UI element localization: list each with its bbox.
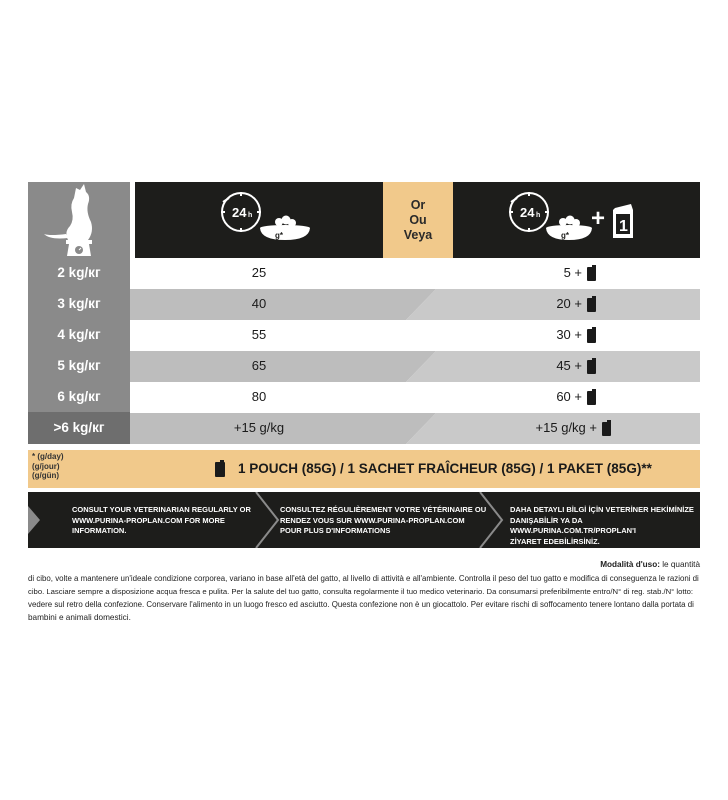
svg-text:+: + [591,205,606,232]
usage-heading-bold: Modalità d'uso: [600,560,660,569]
unit-tr: (g/gün) [32,471,60,480]
svg-text:1: 1 [619,218,628,235]
pouch-icon [587,391,596,405]
weight-label: 2 kg/кг [57,265,101,280]
mixed-amount: 60 + [556,389,582,404]
or-fr: Ou [409,212,427,227]
clock-bowl-pouch-icon [453,182,700,258]
svg-text:h: h [248,212,253,219]
unit-en: * (g/day) [32,452,64,461]
units-note [32,452,64,481]
svg-text:h: h [536,212,541,219]
consult-en-line: WWW.PURINA-PROPLAN.COM FOR MORE [72,515,225,525]
weight-label: >6 kg/кг [53,420,105,435]
pouch-icon [587,329,596,343]
mixed-amount: 45 + [556,358,582,373]
usage-heading-rest: le quantità [659,560,700,569]
consult-veterinarian-band [28,492,700,548]
pouch-icon [587,298,596,312]
unit-fr: (g/jour) [32,461,60,471]
svg-text:g*: g* [275,231,283,240]
consult-fr [280,505,486,537]
usage-line: vedere sul retro della confezione. Conservare l'alimento in un luogo fresco ed asciutto. Questa confezione non è un giocattolo. Per evitare rischi di soffocamento tenere lontano dalla portata di [28,600,694,609]
weight-label: 4 kg/кг [57,327,101,342]
consult-fr-line: RENDEZ VOUS SUR WWW.PURINA-PROPLAN.COM [280,515,465,525]
dry-amount: 65 [251,358,267,373]
dry-only-header [135,182,383,258]
pouch-icon [587,360,596,374]
usage-line: di cibo, volte a mantenere un'ideale condizione corporea, variano in base all'età del gatto, al livello di attività e all'ambiente. Controlla il peso del tuo gatto e modifica di conseguenza le razioni di [28,574,699,583]
svg-text:24: 24 [232,205,247,220]
dry-amount: +15 g/kg [233,420,285,435]
dry-amount: 40 [251,296,267,311]
weight-label: 6 kg/кг [57,389,101,404]
weight-label: 3 kg/кг [57,296,101,311]
cat-on-scale-illustration [28,182,130,258]
consult-fr-line: POUR PLUS D'INFORMATIONS [280,526,391,535]
weight-label: 5 kg/кг [57,358,101,373]
mixed-amount: 30 + [556,327,582,342]
pouch-icon [602,422,611,436]
consult-en-line: CONSULT YOUR VETERINARIAN REGULARLY OR [72,505,251,514]
usage-line: bambini e animali domestici. [28,613,131,622]
usage-heading [600,559,700,571]
usage-line: cibo. Lasciare sempre a disposizione acqua fresca e pulita. Per la salute del tuo gatto, consulta regolarmente il tuo medico veterinario. Da consumarsi preferibilmente entro/N° di reg. stab./N° lotto: [28,587,694,596]
pouch-icon [215,462,225,477]
consult-tr-line: DANIŞABİLİR YA DA WWW.PURINA.COM.TR/PROPLAN'I [510,515,636,535]
cat-scale-icon [28,182,130,258]
consult-en-line: INFORMATION. [72,526,127,535]
consult-fr-line: CONSULTEZ RÉGULIÈREMENT VOTRE VÉTÉRINAIRE OU [280,505,487,514]
or-en: Or [410,197,426,212]
mixed-amount: 20 + [556,296,582,311]
pouch-text: 1 POUCH (85G) / 1 SACHET FRAÎCHEUR (85G) / 1 PAKET (85G)** [238,461,652,476]
dry-amount: 55 [251,327,267,342]
mixed-amount: +15 g/kg + [535,420,597,435]
consult-tr [510,505,700,547]
svg-text:24: 24 [520,205,535,220]
consult-tr-line: ZİYARET EDEBİLİRSİNİZ. [510,536,600,546]
clock-bowl-icon [135,182,383,258]
dry-amount: 80 [251,389,267,404]
or-tr: Veya [403,227,433,242]
pouch-icon [587,267,596,281]
dry-amount: 25 [251,265,267,280]
consult-tr-line: DAHA DETAYLI BİLGİ İÇİN VETERİNER HEKİMİNİZE [510,505,694,514]
svg-text:g*: g* [561,231,569,240]
mixed-feeding-header [453,182,700,258]
or-separator [383,182,453,258]
mixed-amount: 5 + [563,265,582,280]
consult-en [72,505,251,537]
